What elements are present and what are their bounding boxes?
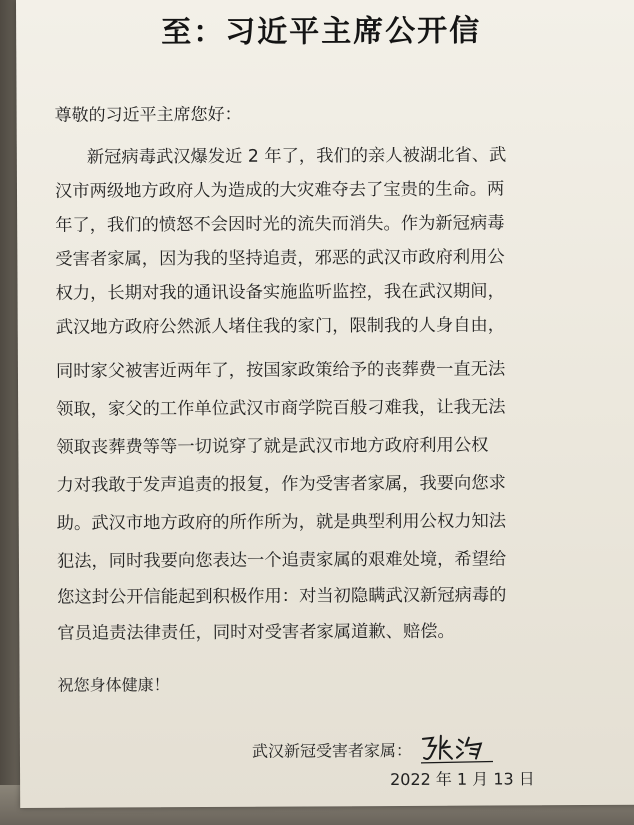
body-line-9: 领取丧葬费等等一切说穿了就是武汉市地方政府利用公权 [56, 435, 489, 458]
body-line-11: 助。武汉市地方政府的所作所为，就是典型利用公权力知法 [56, 511, 507, 534]
letter-salutation: 尊敬的习近平主席您好： [54, 104, 242, 126]
body-line-14: 官员追责法律责任，同时对受害者家属道歉、赔偿。 [57, 621, 455, 644]
letter-paper [16, 0, 634, 808]
letter-closing: 祝您身体健康！ [57, 675, 170, 695]
letter-title: 至：习近平主席公开信 [161, 13, 482, 51]
body-line-13: 您这封公开信能起到积极作用：对当初隐瞒武汉新冠病毒的 [57, 585, 507, 608]
handwritten-signature [419, 732, 495, 770]
body-line-1: 新冠病毒武汉爆发近 2 年了，我们的亲人被湖北省、武 [86, 145, 507, 168]
body-line-6: 武汉地方政府公然派人堵住我的家门，限制我的人身自由， [55, 315, 506, 338]
letter-date: 2022 年 1 月 13 日 [390, 769, 535, 790]
signature-row [252, 732, 495, 763]
body-line-10: 力对我敢于发声追责的报复，作为受害者家属，我要向您求 [56, 473, 506, 496]
signature-label: 武汉新冠受害者家属： [251, 740, 413, 761]
body-line-5: 权力，长期对我的通讯设备实施监听监控，我在武汉期间， [55, 281, 505, 304]
body-line-12: 犯法，同时我要向您表达一个追责家属的艰难处境，希望给 [56, 549, 507, 572]
body-line-3: 年了，我们的愤怒不会因时光的流失而消失。作为新冠病毒 [55, 213, 505, 236]
body-line-4: 受害者家属，因为我的坚持追责，邪恶的武汉市政府利用公 [55, 247, 505, 270]
body-line-8: 领取，家父的工作单位武汉市商学院百般刁难我，让我无法 [56, 397, 506, 420]
body-line-2: 汉市两级地方政府人为造成的大灾难夺去了宝贵的生命。两 [54, 179, 505, 202]
body-line-7: 同时家父被害近两年了，按国家政策给予的丧葬费一直无法 [55, 359, 506, 382]
